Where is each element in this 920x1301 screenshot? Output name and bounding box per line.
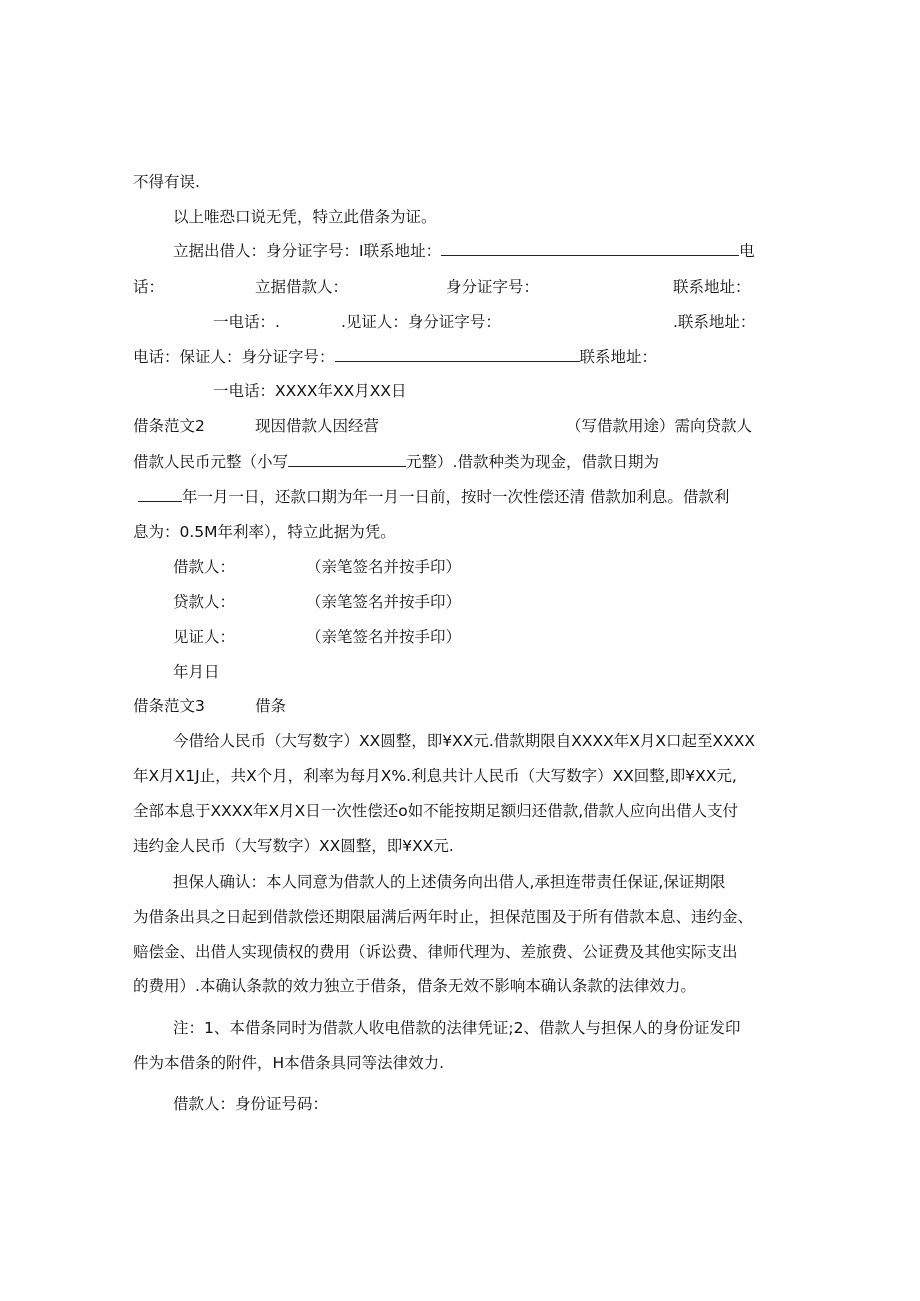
text-line: 不得有误. bbox=[133, 173, 200, 191]
lender-label: 贷款人： bbox=[173, 593, 236, 611]
text-line: 息为：0.5M年利率），特立此据为凭。 bbox=[133, 523, 396, 541]
section-heading: 借条 bbox=[255, 697, 287, 715]
signature-note: （亲笔签名并按手印） bbox=[306, 593, 462, 611]
text-line: 赔偿金、出借人实现债权的费用（诉讼费、律师代理为、差旅费、公证费及其他实际支出 bbox=[133, 943, 738, 961]
text-line: 年X月X1J止，共X个月，利率为每月X%.利息共计人民币（大写数字）XX回整,即¥XX元, bbox=[133, 767, 737, 785]
address-blank bbox=[441, 241, 739, 256]
id-number-label: 身分证字号： bbox=[446, 278, 540, 296]
lender-label: 立据出借人：身分证字号：I联系地址： bbox=[173, 242, 442, 260]
note-line: 注：1、本借条同时为借款人收电借款的法律凭证;2、借款人与担保人的身份证发印 bbox=[173, 1019, 741, 1037]
text-line: 违约金人民币（大写数字）XX圆整，即¥XX元. bbox=[133, 837, 454, 855]
signature-note: （亲笔签名并按手印） bbox=[306, 558, 462, 576]
text-line: 今借给人民币（大写数字）XX圆整，即¥XX元.借款期限自XXXX年X月X口起至XXXX bbox=[173, 732, 755, 750]
text-segment: 借款人民币元整（小写 bbox=[133, 453, 289, 471]
signature-note: （亲笔签名并按手印） bbox=[306, 628, 462, 646]
amount-line bbox=[133, 452, 659, 472]
section-title: 借条范文3 bbox=[133, 697, 205, 715]
phone-label: 一电话：. bbox=[213, 313, 280, 331]
date-terms-line bbox=[138, 487, 729, 507]
witness-label: 见证人： bbox=[173, 628, 236, 646]
lender-info-line bbox=[173, 241, 755, 261]
address-label: 联系地址： bbox=[579, 348, 658, 366]
section-title: 借条范文2 bbox=[133, 417, 205, 435]
text-segment: 话： bbox=[133, 278, 165, 296]
note-line: 件为本借条的附件，H本借条具同等法律效力. bbox=[133, 1054, 445, 1072]
text-segment: 元整）.借款种类为现金，借款日期为 bbox=[406, 453, 659, 471]
text-line: 的费用）.本确认条款的效力独立于借条，借条无效不影响本确认条款的法律效力。 bbox=[133, 977, 696, 995]
text-line: 以上唯恐口说无凭，特立此借条为证。 bbox=[173, 208, 437, 226]
witness-label: .见证人：身分证字号： bbox=[341, 313, 501, 331]
guarantor-line bbox=[133, 347, 657, 367]
address-label: .联系地址： bbox=[673, 313, 756, 331]
borrower-id-line: 借款人：身份证号码： bbox=[173, 1095, 329, 1113]
id-blank bbox=[335, 347, 580, 362]
guarantor-label: 电话：保证人：身分证字号： bbox=[133, 348, 335, 366]
date-line: 一电话：XXXX年XX月XX日 bbox=[213, 382, 407, 400]
borrower-label: 借款人： bbox=[173, 558, 236, 576]
text-line: 为借条出具之日起到借款偿还期限届满后两年时止，担保范围及于所有借款本息、违约金、 bbox=[133, 908, 754, 926]
text-segment: 现因借款人因经营 bbox=[255, 417, 380, 435]
text-line: 担保人确认：本人同意为借款人的上述债务向出借人,承担连带责任保证,保证期限 bbox=[173, 873, 726, 891]
text-segment: 年一月一日，还款口期为年一月一日前，按时一次性偿还清 借款加利息。借款利 bbox=[182, 488, 730, 506]
text-line: 全部本息于XXXX年X月X日一次性偿还o如不能按期足额归还借款,借款人应向出借人支付 bbox=[133, 802, 739, 820]
borrower-label: 立据借款人： bbox=[255, 278, 349, 296]
date-line: 年月日 bbox=[173, 663, 220, 681]
phone-label: 电 bbox=[739, 242, 755, 260]
amount-blank bbox=[288, 452, 406, 467]
year-blank bbox=[138, 487, 182, 502]
address-label: 联系地址： bbox=[673, 278, 751, 296]
text-segment: （写借款用途）需向贷款人 bbox=[566, 417, 753, 435]
